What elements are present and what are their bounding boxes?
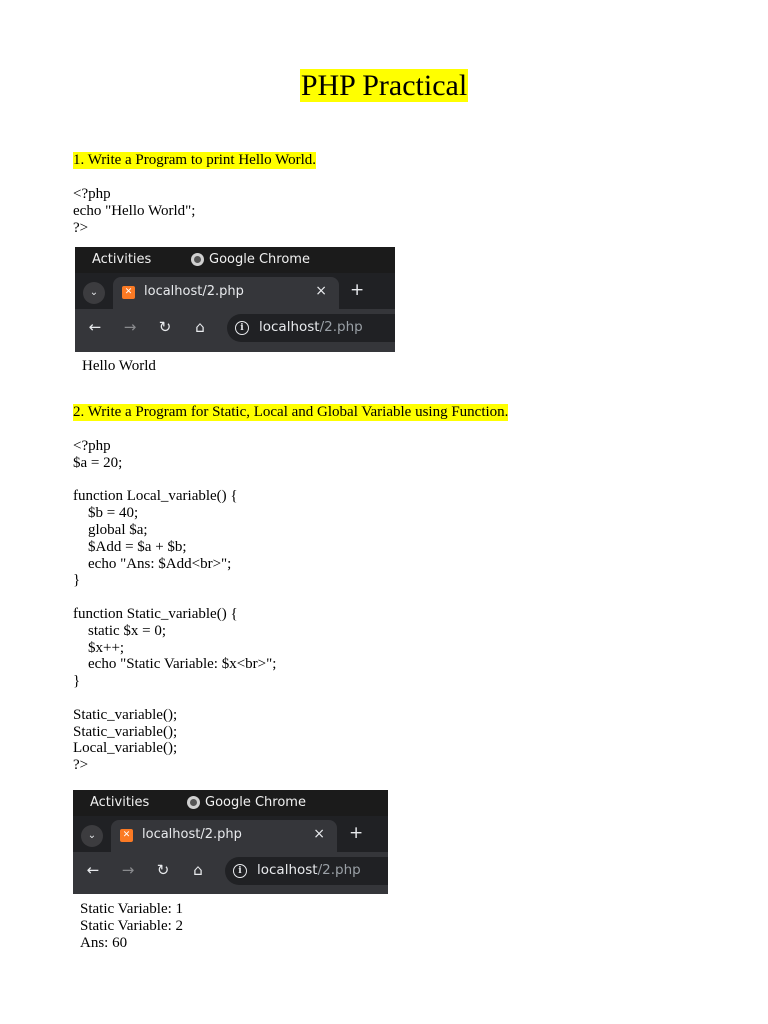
chrome-app-label: Google Chrome [205,795,306,810]
url-path: /2.php [319,319,363,335]
xampp-favicon-icon: ✕ [120,829,133,842]
back-icon[interactable]: ← [86,861,100,879]
forward-icon[interactable]: → [121,861,135,879]
tab-search-dropdown-icon[interactable]: ⌄ [83,282,105,304]
tab-close-icon[interactable]: × [313,826,325,842]
question-1-heading: 1. Write a Program to print Hello World. [73,152,317,168]
address-bar[interactable] [227,314,395,342]
chrome-app-label: Google Chrome [209,252,310,267]
tab-localhost[interactable] [111,820,337,852]
browser-screenshot-1 [75,247,395,352]
tab-title: localhost/2.php [142,827,242,842]
gnome-topbar [75,247,395,273]
title-wrapper [0,68,768,104]
browser-toolbar [73,852,388,894]
activities-label: Activities [90,795,150,810]
url-text [257,862,361,878]
forward-icon[interactable]: → [123,318,137,336]
question-2-code: <?php $a = 20; function Local_variable() { $b = 40; global $a; $Add = $a + $b; echo "Ans: $Add<br>"; } function Static_variable() { static $x = 0; $x++; echo "Static Variable: $x<br>"; } Static_variable(); Static_variable(); Local_variable(); ?> [73,438,277,774]
gnome-topbar [73,790,388,816]
site-info-icon[interactable]: i [233,864,247,878]
question-1-code: <?php echo "Hello World"; ?> [73,186,196,236]
browser-screenshot-2 [73,790,388,894]
url-host: localhost [259,319,320,335]
reload-icon[interactable]: ↻ [156,861,170,879]
back-icon[interactable]: ← [88,318,102,336]
home-icon[interactable]: ⌂ [193,861,203,879]
site-info-icon[interactable]: i [235,321,249,335]
new-tab-icon[interactable]: + [350,280,365,300]
page-title: PHP Practical [300,69,468,102]
activities-label: Activities [92,252,152,267]
tab-search-dropdown-icon[interactable]: ⌄ [81,825,103,847]
address-bar[interactable] [225,857,388,885]
tab-strip [75,273,395,309]
home-icon[interactable]: ⌂ [195,318,205,336]
question-2-heading: 2. Write a Program for Static, Local and Global Variable using Function. [73,404,509,420]
url-host: localhost [257,862,318,878]
question-1-output: Hello World [82,358,156,374]
chrome-icon [187,796,200,809]
tab-strip [73,816,388,852]
chrome-icon [191,253,204,266]
reload-icon[interactable]: ↻ [158,318,172,336]
browser-toolbar [75,309,395,352]
xampp-favicon-icon: ✕ [122,286,135,299]
url-text [259,319,363,335]
tab-close-icon[interactable]: × [315,283,327,299]
question-2-output: Static Variable: 1 Static Variable: 2 Ans: 60 [80,901,184,951]
url-path: /2.php [317,862,361,878]
tab-localhost[interactable] [113,277,339,309]
tab-title: localhost/2.php [144,284,244,299]
new-tab-icon[interactable]: + [349,823,364,843]
